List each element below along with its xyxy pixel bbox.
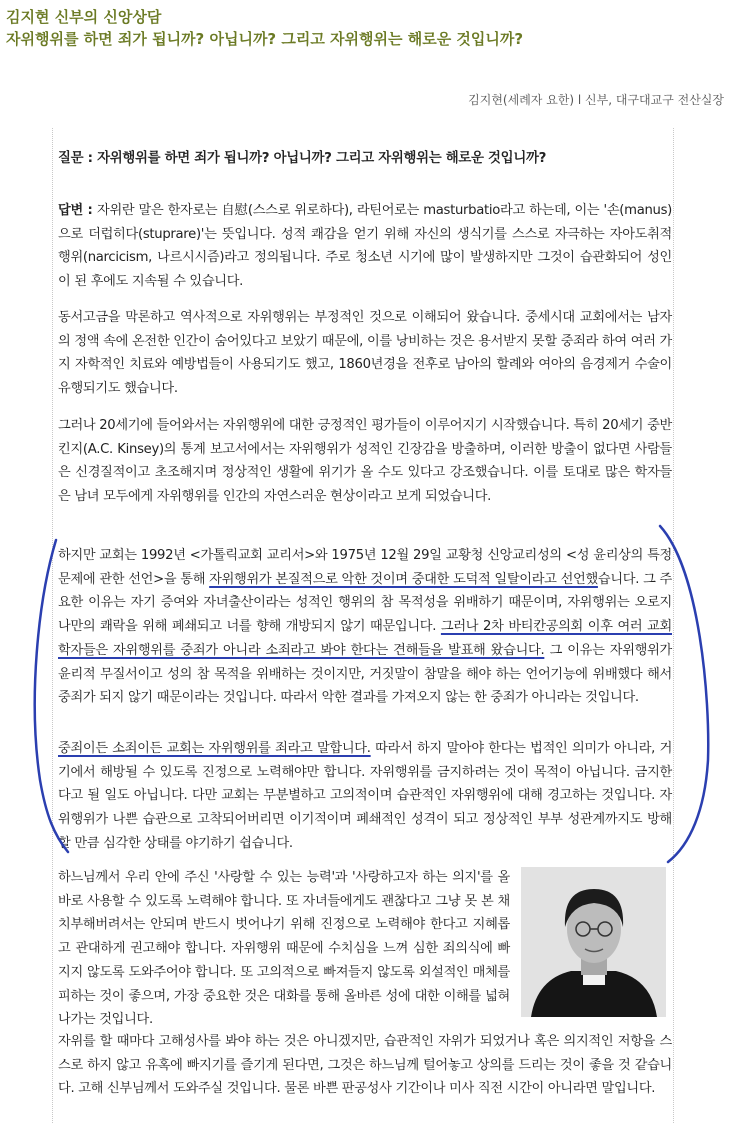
answer-paragraph-3: 그러나 20세기에 들어와서는 자위행위에 대한 긍정적인 평가들이 이루어지기 시작했습니다. 특히 20세기 중반 킨지(A.C. Kinsey)의 통계 보고서에서는 자위행위가 성적인 긴장감을 방출하며, 이러한 방출이 없다면 사람들은 신경질적이고 초조해지며 정상적인 생활에 위기가 올 수도 있다고 강조했습니다. 이를 토대로 많은 학자들은 남녀 모두에게 자위행위를 인간의 자연스러운 현상이라고 보게 되었습니다. bbox=[58, 418, 672, 505]
right-bracket-mark bbox=[660, 526, 708, 862]
highlight-declaration: 자위행위가 본질적으로 악한 것이며 중대한 도덕적 일탈이라고 선언했 bbox=[209, 571, 598, 587]
author-byline: 김지현(세례자 요한) l 신부, 대구대교구 전산실장 bbox=[468, 93, 724, 107]
highlight-church-says-sin: 중죄이든 소죄이든 교회는 자위행위를 죄라고 말합니다. bbox=[58, 741, 371, 756]
left-bracket-mark bbox=[35, 540, 68, 852]
p4-reason: 습니다. 그 주요한 이유는 자기 증여와 자녀출산이라는 성적인 행위의 참 목적성을 위배하기 때문이며, 자위행위는 오로지 나만의 쾌락을 위해 폐쇄되고 너를 향해 개방되지 않기 때문입니다. bbox=[58, 571, 672, 635]
answer-paragraph-7: 자위를 할 때마다 고해성사를 봐야 하는 것은 아니겠지만, 습관적인 자위가 되었거나 혹은 의지적인 저항을 스스로 하지 않고 유혹에 빠지기를 즐기게 된다면, 그것은 하느님께 털어놓고 상의를 드리는 것이 좋을 것 같습니다. 고해 신부님께서 도와주실 것입니다. 물론 바쁜 판공성사 기간이나 미사 직전 시간이 아니라면 말입니다. bbox=[58, 1034, 672, 1097]
p4-intro: 하지만 교회는 1992년 <가톨릭교회 교리서>와 1975년 12월 29일 교황청 신앙교리성의 <성 윤리상의 특정 문제에 관한 선언>을 통해 bbox=[58, 548, 672, 587]
highlight-vatican-view: 그러나 2차 바티칸공의회 이후 여러 교회 학자들은 자위행위를 중죄가 아니라 소죄라고 봐야 한다는 견해들을 발표해 왔습니다. bbox=[58, 619, 672, 658]
p4-conclusion: 그 이유는 자위행위가 윤리적 무질서이고 성의 참 목적을 위배하는 것이지만, 거짓말이 참말을 해야 하는 언어기능에 위배했다 해서 중죄가 되지 않기 때문이라는 것입니다. 따라서 악한 결과를 가져오지 않는 한 중죄가 아니라는 것입니다. bbox=[58, 642, 672, 706]
page-subtitle: 자위행위를 하면 죄가 됩니까? 아닙니까? 그리고 자위행위는 해로운 것입니까? bbox=[6, 30, 524, 48]
question-text: 자위행위를 하면 죄가 됩니까? 아닙니까? 그리고 자위행위는 해로운 것입니까? bbox=[97, 151, 547, 166]
p5-rest: 따라서 하지 말아야 한다는 법적인 의미가 아니라, 거기에서 해방될 수 있도록 진정으로 노력해야만 합니다. 자위행위를 금지하려는 것이 목적이 아닙니다. 금지한다고 될 일도 아닙니다. 다만 교회는 무분별하고 고의적이며 습관적인 자위행위에 대해 경고하는 것입니다. 자위행위가 나쁜 습관으로 고착되어버리면 이기적이며 폐쇄적인 성격이 되고 정상적인 부부 성관계까지도 방해할 만큼 심각한 상태를 야기하기 쉽습니다. bbox=[58, 741, 673, 851]
question-label: 질문 : bbox=[58, 151, 98, 166]
answer-label: 답변 : bbox=[58, 203, 98, 218]
answer-paragraph-2: 동서고금을 막론하고 역사적으로 자위행위는 부정적인 것으로 이해되어 왔습니다. 중세시대 교회에서는 남자의 정액 속에 온전한 인간이 숨어있다고 보았기 때문에, 이를 낭비하는 것은 용서받지 못할 중죄라 하여 여러 가지 자학적인 치료와 예방법들이 사용되기도 했고, 1860년경을 전후로 남아의 할례와 여아의 음경제거 수술이 유행되기도 했습니다. bbox=[58, 310, 672, 397]
answer-p1-text: 자위란 말은 한자로는 自慰(스스로 위로하다), 라틴어로는 masturbatio라고 하는데, 이는 '손(manus)으로 더럽히다(stuprare)'는 뜻입니다. 성적 쾌감을 얻기 위해 자신의 생식기를 스스로 자극하는 자아도취적 행위(narcicism, 나르시시즘)라고 정의됩니다. 주로 청소년 시기에 많이 발생하지만 그것이 습관화되어 성인이 된 후에도 지속될 수 있습니다. bbox=[58, 203, 673, 290]
page-title: 김지현 신부의 신앙상담 bbox=[6, 8, 162, 26]
answer-paragraph-6: 하느님께서 우리 안에 주신 '사랑할 수 있는 능력'과 '사랑하고자 하는 의지'를 올바로 사용할 수 있도록 노력해야 합니다. 또 자녀들에게도 괜찮다고 그냥 못 본 채 치부해버려서는 안되며 반드시 벗어나기 위해 진정으로 노력해야 한다고 지혜롭고 관대하게 권고해야 합니다. 자위행위 때문에 수치심을 느껴 심한 죄의식에 빠지지 않도록 도와주어야 합니다. 또 고의적으로 빠져들지 않도록 외설적인 매체를 피하는 것이 좋으며, 가장 중요한 것은 대화를 통해 올바른 성에 대한 이해를 넓혀 나가는 것입니다. bbox=[58, 870, 510, 1028]
